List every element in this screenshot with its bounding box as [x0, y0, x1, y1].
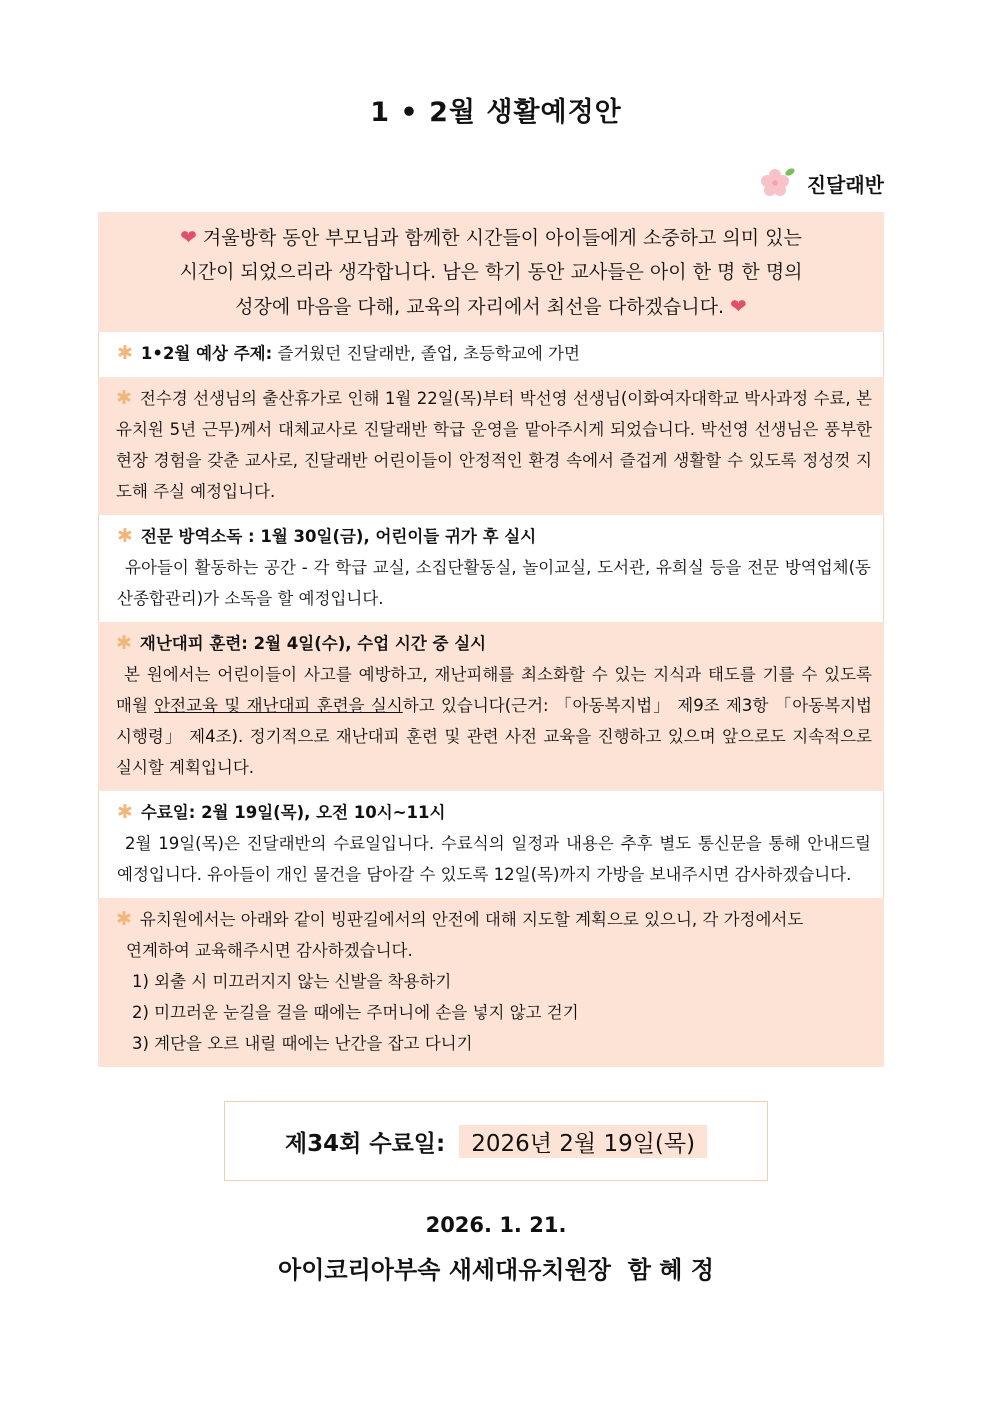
substitute-text: 전수경 선생님의 출산휴가로 인해 1월 22일(목)부터 박선영 선생님(이화여자대학교 박사과정 수료, 본 유치원 5년 근무)께서 대체교사로 진달래반 학급 운영을 맡아주시게 되었습니다. 박선영 선생님은 풍부한 현장 경험을 갖춘 교사로, 진달래반 어린이들이 안정적인 환경 속에서 즐겁게 생활할 수 있도록 정성껏 지도해 주실 예정입니다. [116, 389, 872, 501]
drill-underlined-text: 안전교육 및 재난대피 훈련을 실시 [154, 696, 403, 715]
theme-box [98, 332, 884, 377]
graduation-box-date: 2026년 2월 19일(목) [459, 1125, 707, 1158]
disinfection-text: 유아들이 활동하는 공간 - 각 학급 교실, 소집단활동실, 놀이교실, 도서관, 유희실 등을 전문 방역업체(동산종합관리)가 소독을 할 예정입니다. [117, 558, 871, 608]
disinfection-title: 전문 방역소독 : 1월 30일(금), 어린이들 귀가 후 실시 [140, 527, 537, 546]
graduation-date-box [224, 1101, 768, 1181]
star-icon: ✱ [117, 801, 133, 823]
intro-box [98, 212, 884, 332]
drill-title: 재난대피 훈련: 2월 4일(수), 수업 시간 중 실시 [139, 634, 487, 653]
ice-safety-line-2: 연계하여 교육해주시면 감사하겠습니다. [126, 941, 413, 960]
list-item: 1) 외출 시 미끄러지지 않는 신발을 착용하기 [132, 972, 452, 991]
ice-safety-box [98, 898, 884, 1067]
disinfection-box [98, 515, 884, 622]
class-name: 진달래반 [806, 172, 884, 197]
ice-safety-line-1: 유치원에서는 아래와 같이 빙판길에서의 안전에 대해 지도할 계획으로 있으니, 각 가정에서도 [139, 910, 804, 929]
substitute-teacher-box [98, 377, 884, 515]
star-icon: ✱ [117, 342, 133, 364]
star-icon: ✱ [116, 632, 132, 654]
heart-icon: ❤ [180, 225, 197, 249]
intro-line-2: 시간이 되었으리라 생각합니다. 남은 학기 동안 교사들은 아이 한 명 한 명의 [179, 261, 803, 283]
graduation-title: 수료일: 2월 19일(목), 오전 10시~11시 [140, 803, 446, 822]
graduation-text: 2월 19일(목)은 진달래반의 수료일입니다. 수료식의 일정과 내용은 추후 별도 통신문을 통해 안내드릴 예정입니다. 유아들이 개인 물건을 담아갈 수 있도록 12일(목)까지 가방을 보내주시면 감사하겠습니다. [117, 834, 871, 884]
cherry-blossom-icon [761, 166, 797, 200]
intro-line-3: 성장에 마음을 다해, 교육의 자리에서 최선을 다하겠습니다. [235, 296, 724, 318]
signer: 아이코리아부속 새세대유치원장 함 혜 정 [278, 1256, 714, 1284]
evacuation-drill-box [98, 622, 884, 791]
page-title: 1 • 2월 생활예정안 [370, 97, 622, 128]
drill-text: 본 원에서는 어린이들이 사고를 예방하고, 재난피해를 최소화할 수 있는 지식과 태도를 기를 수 있도록 매월 안전교육 및 재난대피 훈련을 실시하고 있습니다(근거: 「아동복지법」 제9조 제3항 「아동복지법 시행령」 제4조). 정기적으로 재난대피 훈련 및 관련 사전 교육을 진행하고 있으며 앞으로도 지속적으로 실시할 계획입니다. [116, 665, 872, 777]
theme-text: 즐거웠던 진달래반, 졸업, 초등학교에 가면 [277, 344, 580, 363]
theme-label: 1•2월 예상 주제: [140, 344, 273, 363]
star-icon: ✱ [116, 908, 132, 930]
class-label [761, 166, 884, 200]
list-item: 2) 미끄러운 눈길을 걸을 때에는 주머니에 손을 넣지 않고 걷기 [132, 1003, 579, 1022]
star-icon: ✱ [117, 525, 133, 547]
heart-icon: ❤ [730, 294, 747, 318]
graduation-box [98, 791, 884, 898]
issue-date: 2026. 1. 21. [425, 1213, 567, 1237]
graduation-box-label: 제34회 수료일: [284, 1130, 446, 1157]
list-item: 3) 계단을 오르 내릴 때에는 난간을 잡고 다니기 [132, 1034, 473, 1053]
intro-line-1: 겨울방학 동안 부모님과 함께한 시간들이 아이들에게 소중하고 의미 있는 [202, 227, 802, 249]
notice-content [98, 212, 884, 1067]
star-icon: ✱ [116, 387, 132, 409]
